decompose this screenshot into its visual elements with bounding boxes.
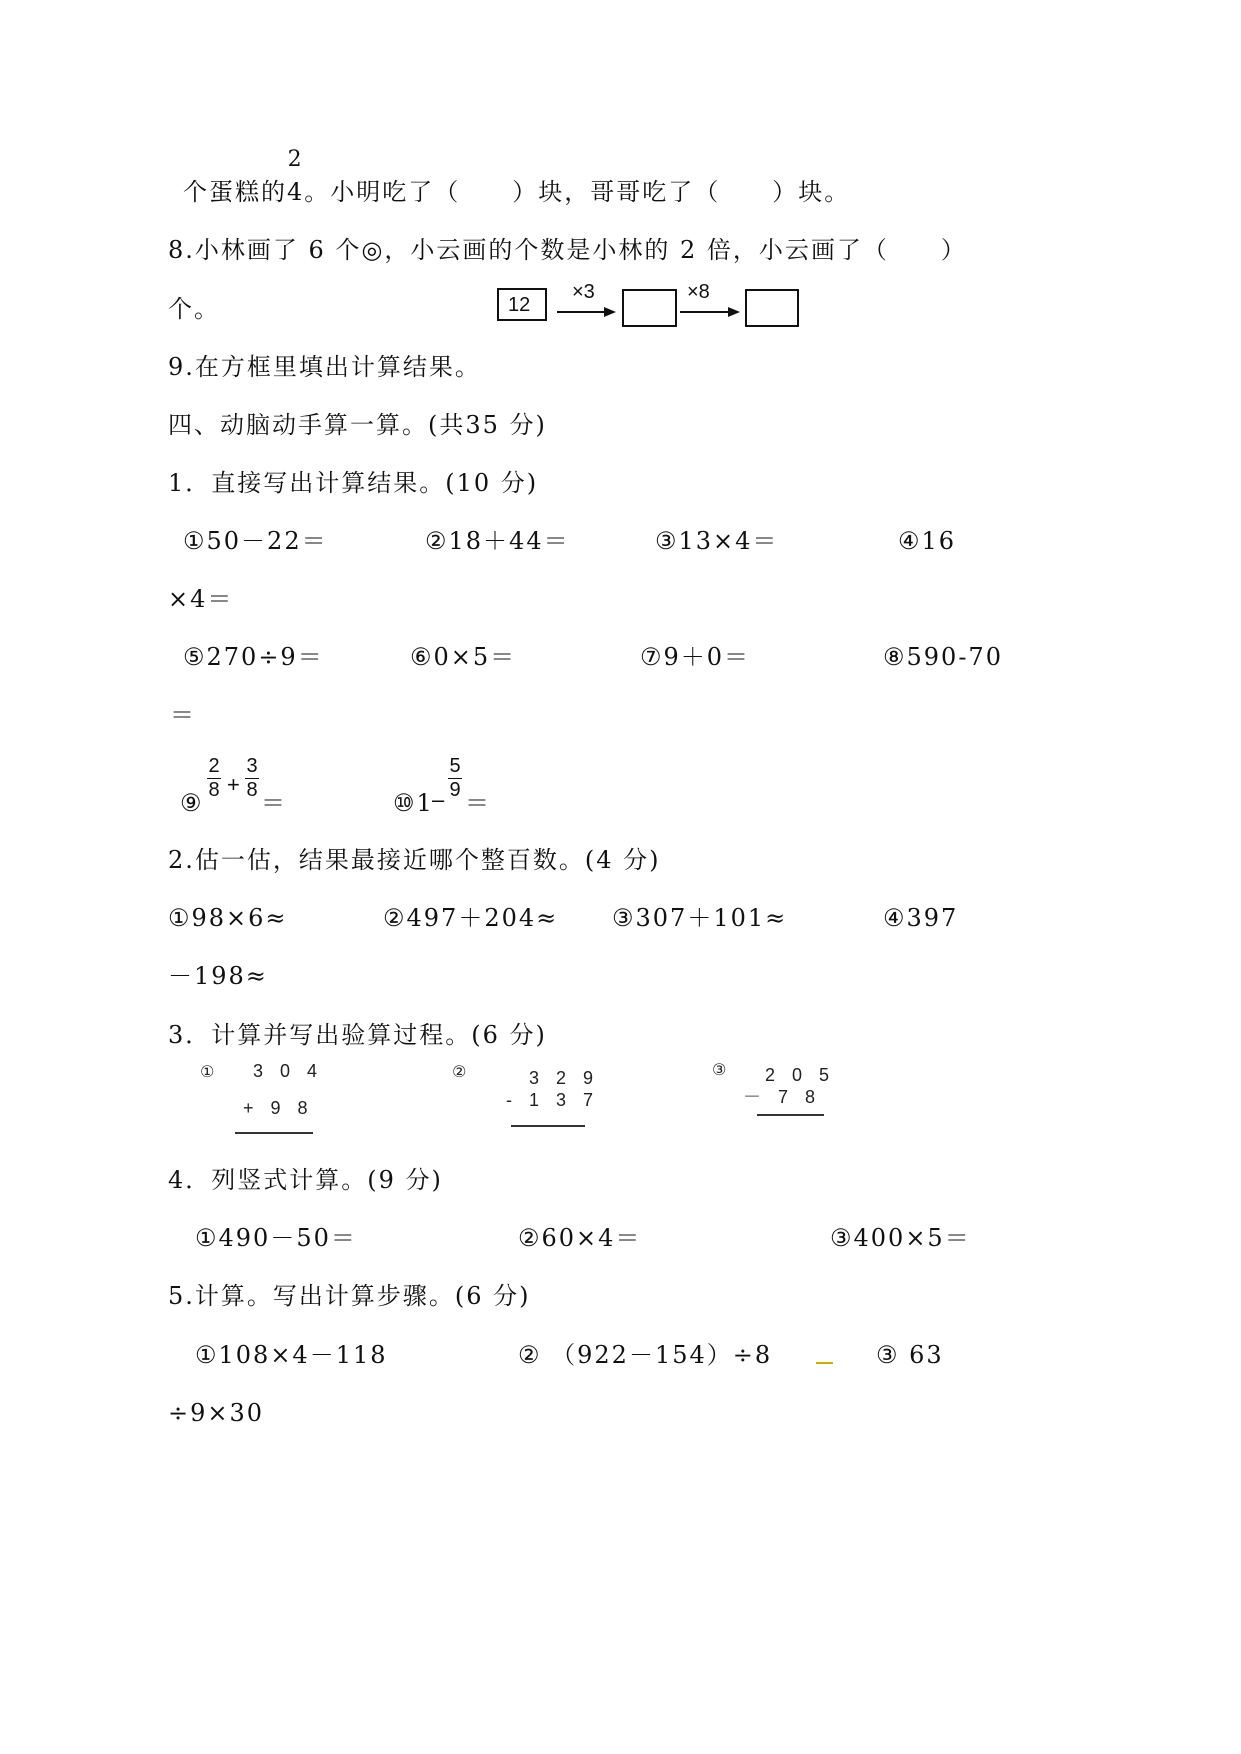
- estimate-item: ①98×6≈: [168, 904, 288, 932]
- fraction-2-8: [206, 756, 222, 801]
- calc-item: ②18＋44＝: [425, 527, 570, 555]
- yellow-underline-mark: [816, 1362, 833, 1364]
- fraction-3-8: [244, 756, 260, 801]
- diagram-arrows: [0, 0, 1241, 400]
- step-calc-item: ③ 63: [876, 1341, 944, 1369]
- q7-text-post: 。小明吃了（ ）块，哥哥吃了（ ）块。: [304, 178, 851, 206]
- vertical-calc-top: 3 0 4: [253, 1061, 324, 1081]
- estimate-item: ②497＋204≈: [383, 904, 559, 932]
- fraction-denominator: 8: [208, 779, 220, 801]
- fraction-numerator: 2: [208, 755, 220, 777]
- vertical-calc-bottom: + 9 8: [243, 1098, 314, 1118]
- part-5-title: 5.计算。写出计算步骤。(6 分): [168, 1282, 531, 1310]
- column-calc-item: ①490－50＝: [195, 1224, 357, 1252]
- calc-item: ⑥0×5＝: [410, 643, 517, 671]
- part-3-title: 3．计算并写出验算过程。(6 分): [168, 1021, 547, 1049]
- calc-item: ④16: [898, 527, 957, 555]
- q7-text-pre: 个蛋糕的: [183, 178, 287, 206]
- vertical-calc-bottom: - 1 3 7: [506, 1090, 600, 1110]
- item-9-label: ⑨: [180, 789, 204, 817]
- fraction-denominator: 9: [449, 779, 461, 801]
- vertical-calc-rule: [235, 1132, 313, 1134]
- question-8: 8.小林画了 6 个◎，小云画的个数是小林的 2 倍，小云画了（ ）: [168, 236, 967, 264]
- estimate-item-wrap: －198≈: [168, 962, 268, 990]
- diagram-op1-label: ×3: [572, 281, 595, 303]
- vertical-calc-bottom: － 7 8: [743, 1087, 822, 1107]
- part-1-title: 1．直接写出计算结果。(10 分): [168, 469, 539, 497]
- question-9: 9.在方框里填出计算结果。: [168, 353, 481, 381]
- section-4-heading: 四、动脑动手算一算。(共35 分): [168, 411, 547, 439]
- vertical-calc-top: 2 0 5: [765, 1065, 836, 1085]
- calc-item-wrap: ＝: [170, 701, 196, 729]
- diagram-start-value: 12: [508, 294, 531, 316]
- part-4-title: 4．列竖式计算。(9 分): [168, 1166, 443, 1194]
- arrow-2-icon: [680, 307, 740, 317]
- calc-item: ⑤270÷9＝: [183, 643, 324, 671]
- vertical-calc-label: ①: [200, 1062, 215, 1081]
- vertical-calc-rule: [757, 1114, 824, 1116]
- calc-item: ⑧590-70: [883, 643, 1003, 671]
- fraction-numerator: 3: [246, 755, 258, 777]
- column-calc-item: ③400×5＝: [830, 1224, 971, 1252]
- vertical-calc-label: ③: [712, 1060, 727, 1079]
- calc-item-wrap: ×4＝: [168, 585, 234, 613]
- calc-item: ③13×4＝: [655, 527, 779, 555]
- fraction-5-9: [447, 756, 463, 801]
- fraction-denominator: 8: [246, 779, 258, 801]
- fraction-denominator: 4: [287, 178, 305, 206]
- column-calc-item: ②60×4＝: [518, 1224, 642, 1252]
- fraction-numerator: 5: [449, 755, 461, 777]
- vertical-calc-rule: [511, 1125, 585, 1127]
- question-8-continuation: 个。: [168, 295, 220, 323]
- equals-sign: ＝: [261, 789, 287, 817]
- estimate-item: ④397: [883, 904, 959, 932]
- equals-sign: ＝: [465, 789, 491, 817]
- item-10-label: ⑩1: [393, 789, 434, 817]
- calc-item: ①50－22＝: [183, 527, 328, 555]
- fraction-numerator: 2: [287, 147, 304, 172]
- arrow-1-icon: [557, 307, 616, 317]
- step-calc-item: ①108×4－118: [195, 1341, 388, 1369]
- estimate-item: ③307＋101≈: [612, 904, 788, 932]
- diagram-op2-label: ×8: [687, 281, 710, 303]
- step-calc-item: ② （922－154）÷8: [518, 1341, 773, 1369]
- step-calc-item-wrap: ÷9×30: [168, 1399, 265, 1427]
- minus-sign: –: [432, 787, 445, 812]
- part-2-title: 2.估一估，结果最接近哪个整百数。(4 分): [168, 846, 661, 874]
- plus-sign: +: [227, 772, 240, 797]
- vertical-calc-label: ②: [452, 1062, 467, 1081]
- calc-item: ⑦9＋0＝: [640, 643, 751, 671]
- vertical-calc-top: 3 2 9: [529, 1068, 600, 1088]
